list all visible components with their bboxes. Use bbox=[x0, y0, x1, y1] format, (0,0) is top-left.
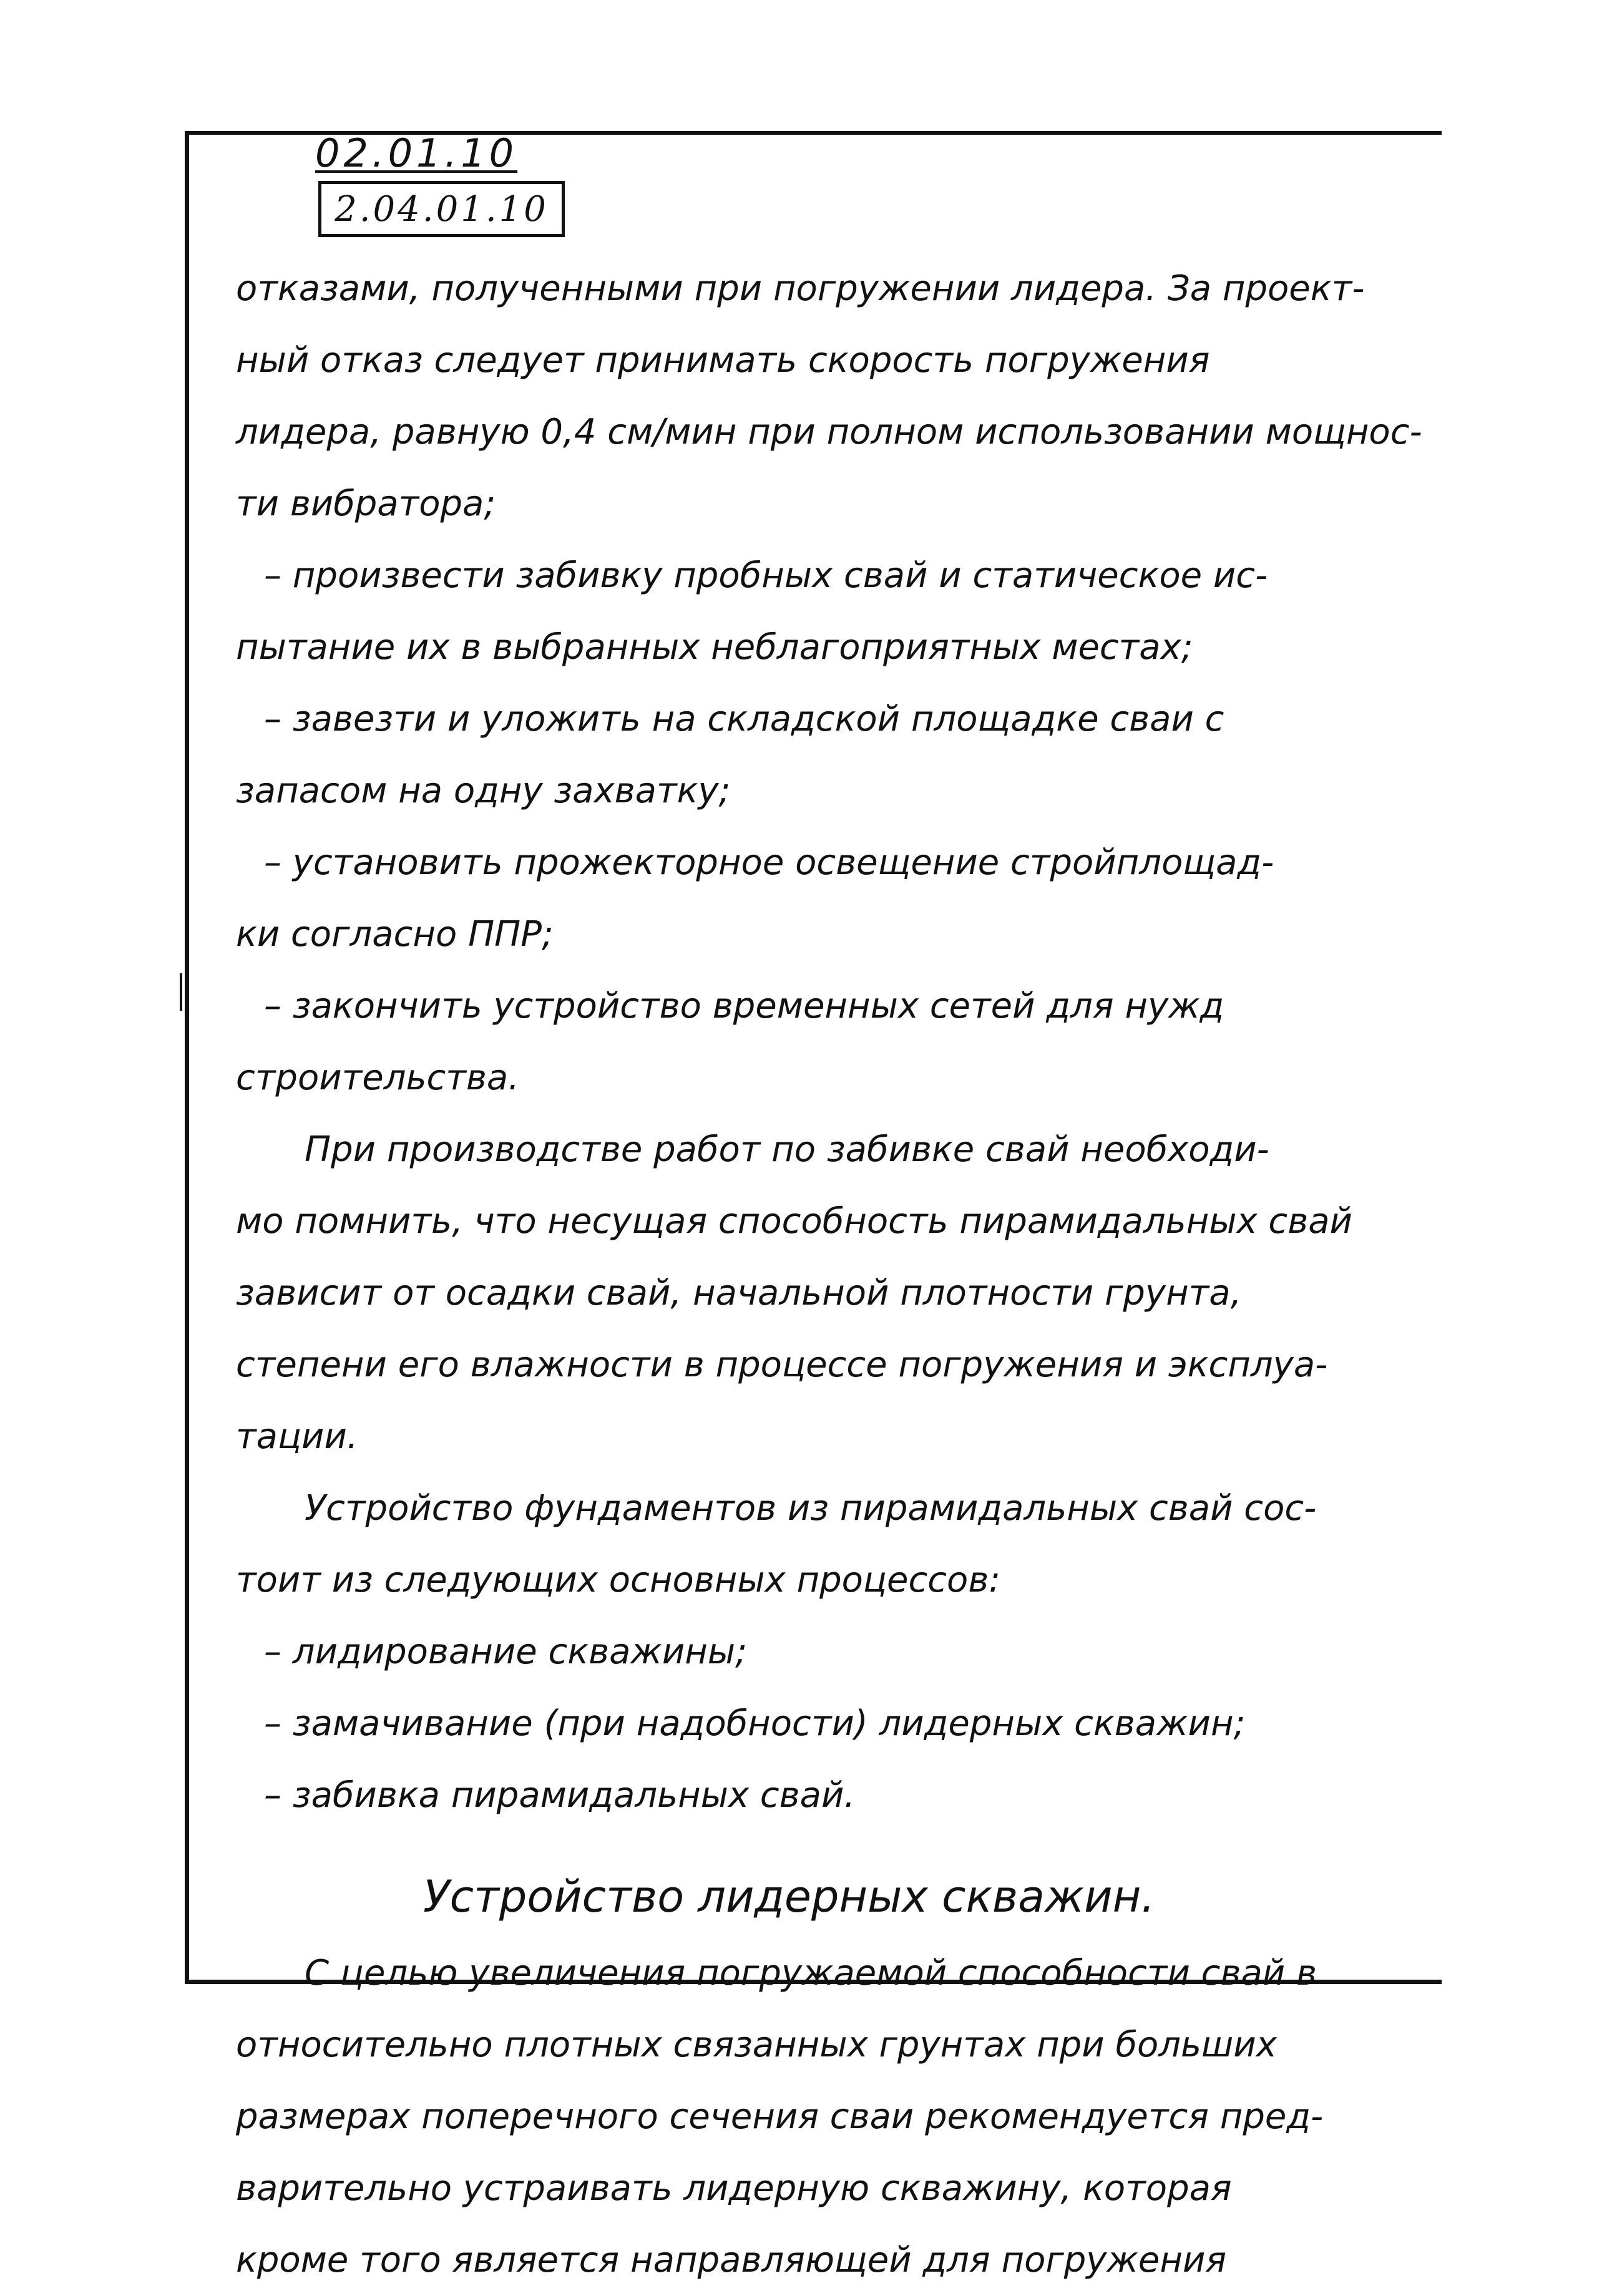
list-item: – закончить устройство временных сетей для нужд bbox=[264, 986, 1224, 1026]
list-item: – завезти и уложить на складской площадке сваи с bbox=[264, 699, 1224, 739]
paragraph-start: Устройство фундаментов из пирамидальных свай сос- bbox=[305, 1488, 1317, 1529]
text-line: запасом на одну захватку; bbox=[236, 771, 731, 811]
text-line: зависит от осадки свай, начальной плотности грунта, bbox=[236, 1273, 1242, 1313]
document-code-old: 02.01.10 bbox=[315, 130, 518, 176]
text-line: тоит из следующих основных процессов: bbox=[236, 1560, 1001, 1600]
section-heading: Устройство лидерных скважин. bbox=[423, 1871, 1155, 1922]
list-item: – замачивание (при надобности) лидерных скважин; bbox=[264, 1703, 1246, 1744]
text-line: варительно устраивать лидерную скважину, которая bbox=[236, 2168, 1232, 2209]
text-line: ки согласно ППР; bbox=[236, 914, 554, 955]
text-line: отказами, полученными при погружении лидера. За проект- bbox=[236, 268, 1365, 309]
text-line: степени его влажности в процессе погружения и эксплуа- bbox=[236, 1345, 1328, 1385]
list-item: – забивка пирамидальных свай. bbox=[264, 1775, 856, 1816]
spacer bbox=[236, 1831, 1409, 1844]
list-item: – произвести забивку пробных свай и статическое ис- bbox=[264, 555, 1268, 596]
text-line: относительно плотных связанных грунтах при больших bbox=[236, 2025, 1277, 2065]
text-line: ный отказ следует принимать скорость погружения bbox=[236, 340, 1210, 381]
text-line: мо помнить, что несущая способность пирамидальных свай bbox=[236, 1201, 1352, 1242]
text-line: лидера, равную 0,4 см/мин при полном использовании мощнос- bbox=[236, 412, 1422, 452]
margin-mark bbox=[180, 973, 182, 1011]
text-line: ти вибратора; bbox=[236, 484, 496, 524]
text-line: кроме того является направляющей для погружения bbox=[236, 2240, 1227, 2280]
text-line: строительства. bbox=[236, 1058, 520, 1098]
paragraph-start: С целью увеличения погружаемой способности свай в bbox=[305, 1953, 1317, 1993]
document-code-new: 2.04.01.10 bbox=[335, 188, 549, 230]
document-code-box bbox=[318, 181, 565, 237]
list-item: – установить прожекторное освещение стройплощад- bbox=[264, 842, 1274, 883]
paragraph-start: При производстве работ по забивке свай необходи- bbox=[305, 1129, 1269, 1170]
body-text bbox=[236, 253, 1422, 2296]
text-line: размерах поперечного сечения сваи рекомендуется пред- bbox=[236, 2096, 1324, 2137]
text-line: пытание их в выбранных неблагоприятных местах; bbox=[236, 627, 1193, 668]
text-line: тации. bbox=[236, 1416, 358, 1457]
list-item: – лидирование скважины; bbox=[264, 1632, 747, 1672]
